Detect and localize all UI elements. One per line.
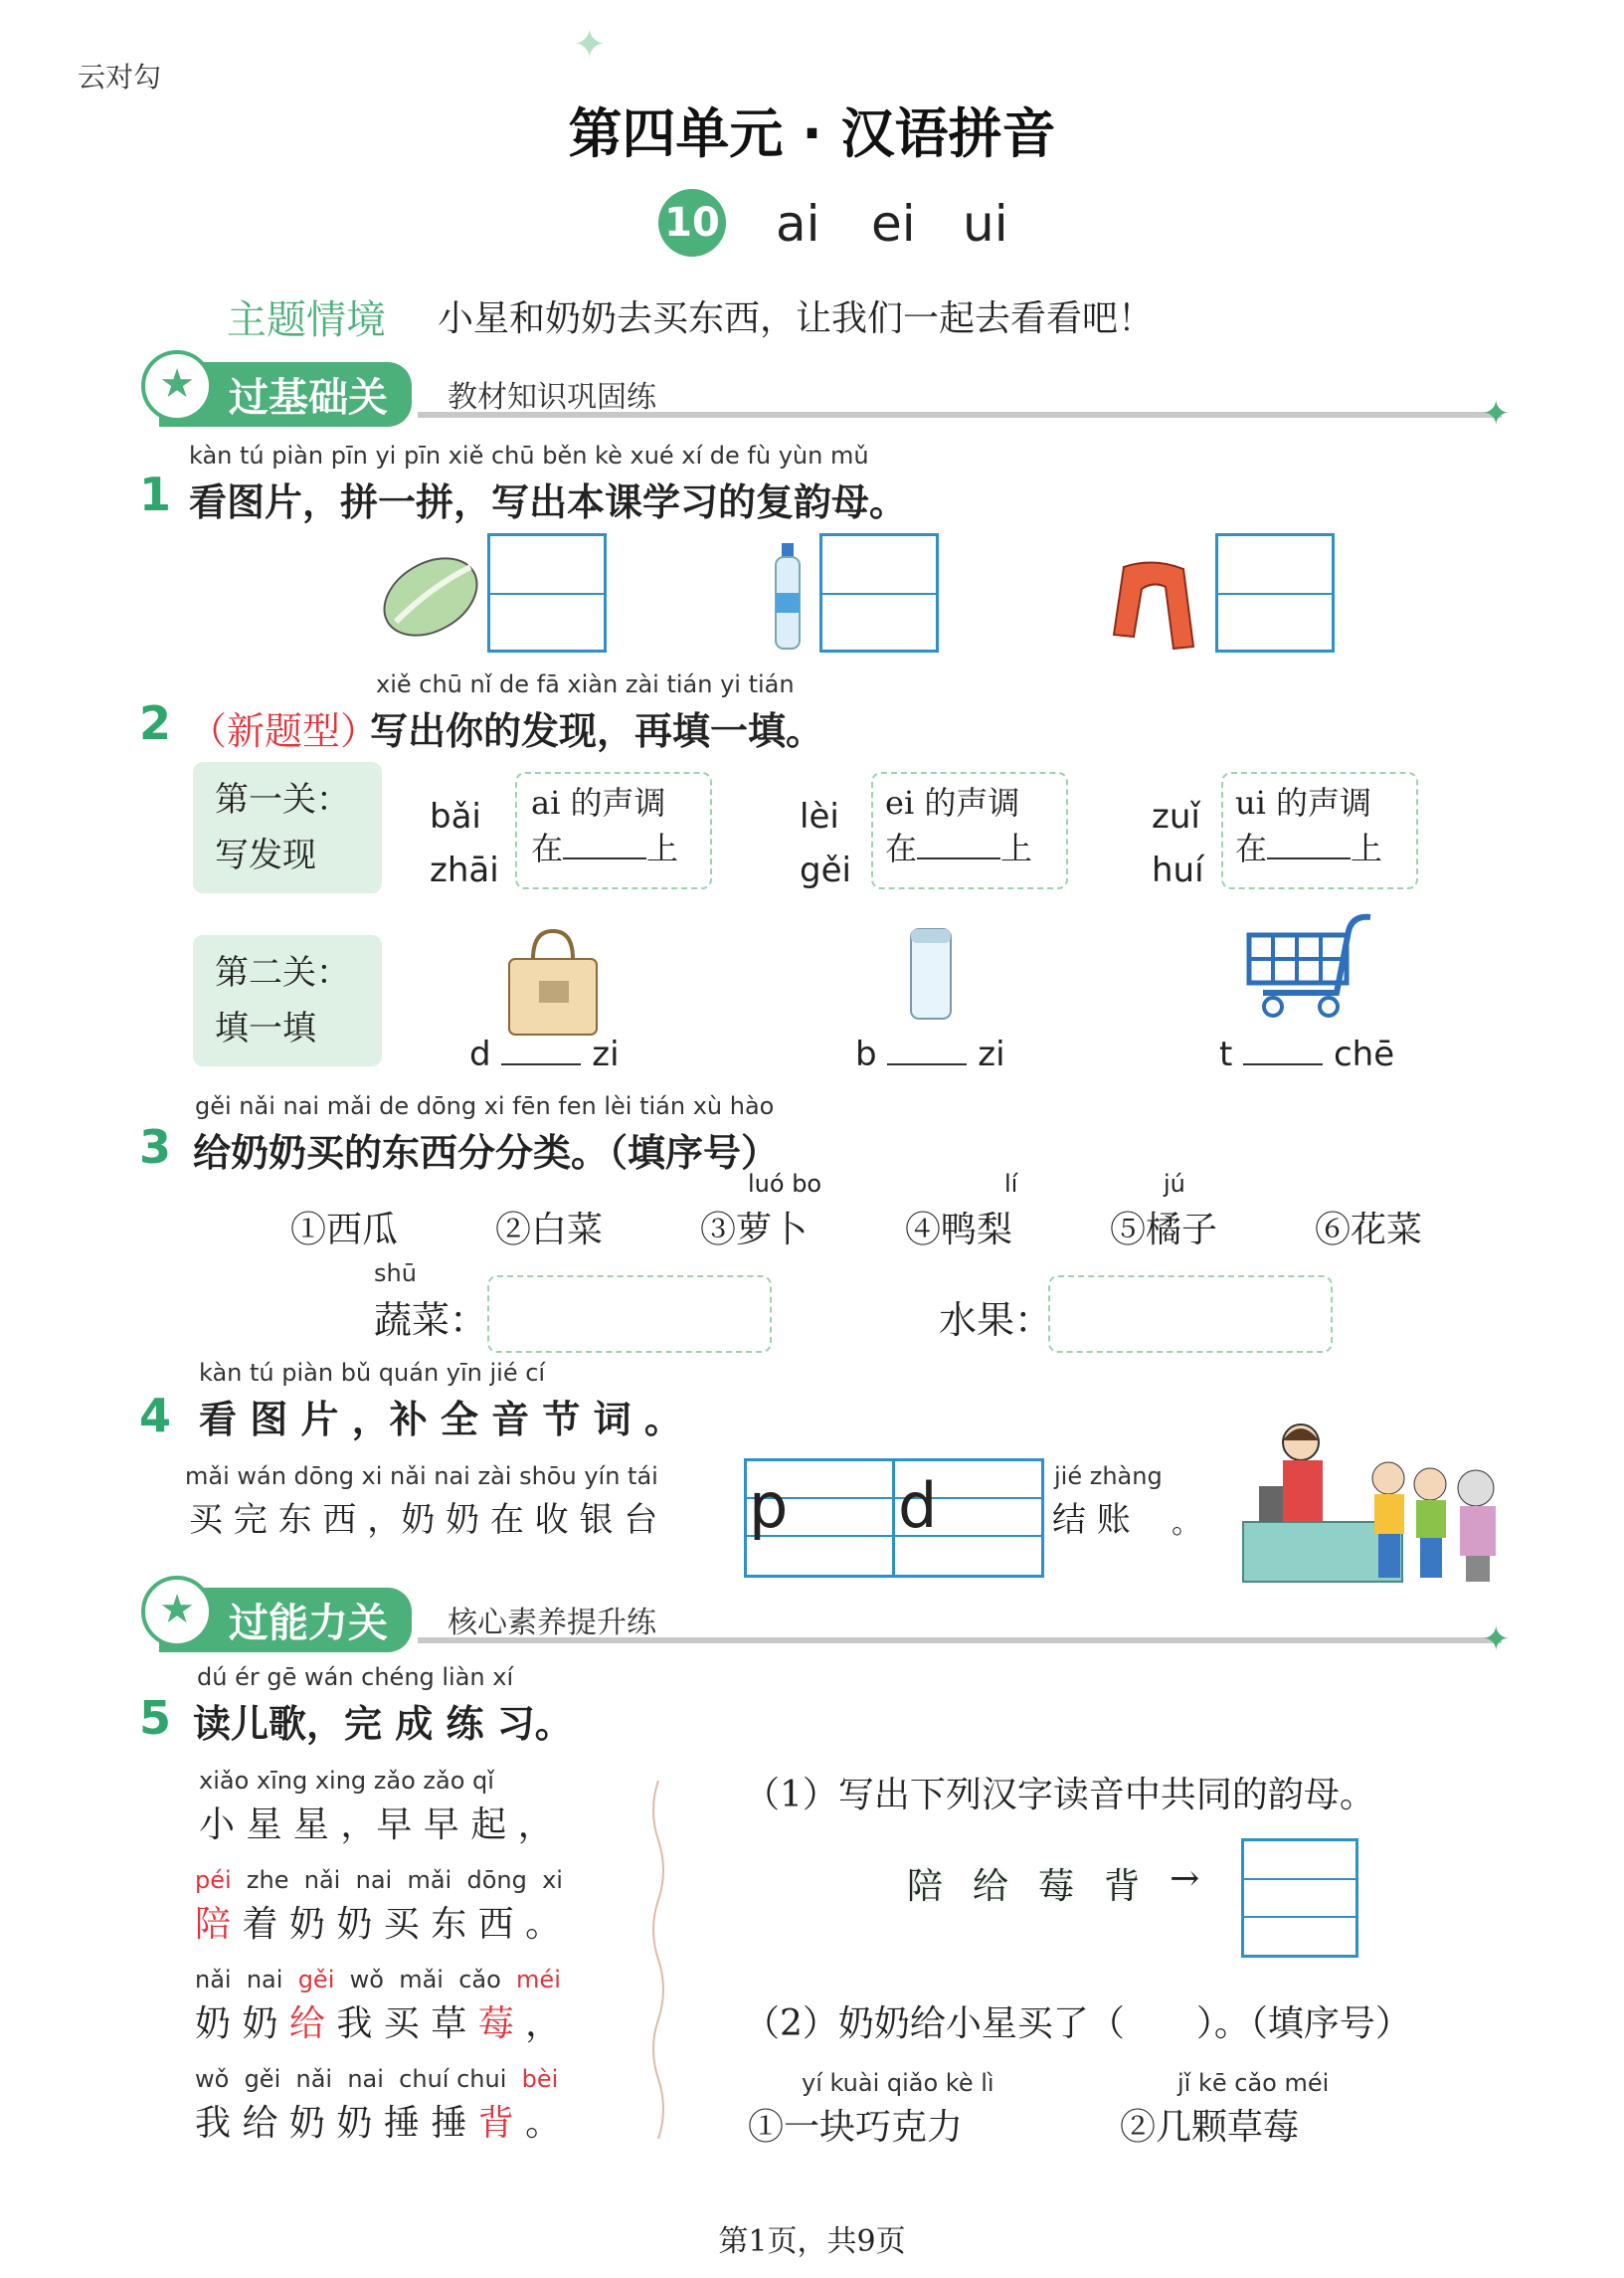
option-item: lí ④鸭梨 [905, 1170, 1018, 1250]
fill-blank[interactable] [1243, 1063, 1323, 1065]
lesson-letter-ai: ai [776, 195, 820, 253]
grid-letter-d: d [898, 1469, 938, 1542]
question-pinyin: kàn tú piàn pīn yi pīn xiě chū běn kè xué xí de fù yùn mǔ [189, 442, 869, 470]
sentence-text: 买 完 东 西 ，奶 奶 在 收 银 台 [189, 1500, 658, 1540]
question-number: 3 [139, 1120, 172, 1174]
char-group: 陪 给 莓 背 → [907, 1858, 1200, 1907]
star-decoration-icon: ✦ [573, 22, 607, 68]
sub-question-2: （2）奶奶给小星买了（ ）。（填序号） [744, 2003, 1411, 2044]
question-pinyin: kàn tú piàn bǔ quán yīn jié cí [199, 1359, 546, 1387]
sub-question-1: （1）写出下列汉字读音中共同的韵母。 [744, 1775, 1375, 1815]
level1-label: 第一关： 写发现 [193, 762, 382, 893]
fill-item-bag: d zi [469, 1035, 620, 1074]
option-item: jú ⑤橘子 [1110, 1170, 1218, 1250]
poem-pinyin: péi zhe nǎi nai mǎi dōng xi [195, 1866, 563, 1894]
arrow-icon: → [1170, 1858, 1200, 1899]
lesson-number-badge: 10 [658, 189, 726, 257]
poem-line: 我 给 奶 奶 捶 捶 背 。 [195, 2103, 562, 2144]
item-options [290, 1170, 1454, 1252]
poem-line: 奶 奶 给 我 买 草 莓 ， [195, 2003, 562, 2044]
checkout-scene-illustration [1239, 1413, 1512, 1588]
option-item: luó bo ③萝卜 [700, 1170, 822, 1250]
fruit-answer-box[interactable] [1048, 1275, 1333, 1353]
fill-blank[interactable] [501, 1063, 581, 1065]
answer-writing-box[interactable] [819, 533, 939, 653]
option-2[interactable]: ②几颗草莓 [1120, 2107, 1300, 2148]
poem-line: 陪 着 奶 奶 买 东 西 。 [195, 1904, 562, 1945]
fill-blank[interactable] [563, 857, 646, 859]
lesson-letter-ui: ui [963, 195, 1008, 253]
option-pinyin: jǐ kē cǎo méi [1177, 2069, 1330, 2097]
star-decoration-icon: ✦ [1482, 1619, 1511, 1659]
scarf-illustration [1104, 557, 1203, 657]
theme-label: 主题情境 [227, 297, 386, 343]
question-text: 给奶奶买的东西分分类。（填序号） [193, 1130, 780, 1175]
new-type-tag: （新题型） [189, 709, 379, 753]
poem-pinyin: wǒ gěi nǎi nai chuí chui bèi [195, 2065, 559, 2093]
rule-text: ei 的声调 在 上 [885, 784, 1033, 867]
sentence-pinyin: mǎi wán dōng xi nǎi nai zài shōu yín tái [185, 1462, 658, 1490]
rule-text: ui 的声调 在 上 [1235, 784, 1383, 867]
option-item: ⑥花菜 [1315, 1210, 1423, 1250]
tail-pinyin: jié zhàng [1054, 1462, 1163, 1490]
fill-blank[interactable] [1267, 857, 1351, 859]
word-pair-group-ai: bǎi zhāi [430, 797, 499, 890]
poem-pinyin: nǎi nai gěi wǒ mǎi cǎo méi [195, 1966, 561, 1993]
section-subtitle: 核心素养提升练 [448, 1606, 656, 1640]
word-pair-group-ei: lèi gěi [800, 797, 851, 890]
question-text: 读儿歌，完 成 练 习。 [193, 1701, 573, 1746]
question-text: 写出你的发现，再填一填。 [370, 708, 824, 753]
pinyin-writing-grid[interactable] [744, 1458, 1044, 1578]
question-number: 2 [139, 696, 172, 750]
section-subtitle: 教材知识巩固练 [448, 380, 656, 415]
vegetable-label: 蔬菜： [374, 1298, 488, 1342]
vegetable-pinyin: shū [374, 1259, 417, 1287]
question-number: 1 [139, 468, 172, 521]
star-mascot-icon: ★ [141, 1576, 213, 1647]
grid-letter-p: p [749, 1469, 789, 1542]
answer-writing-box[interactable] [1215, 533, 1335, 653]
answer-writing-box[interactable] [487, 533, 607, 653]
option-item: ①西瓜 [290, 1210, 399, 1250]
star-decoration-icon: ✦ [1482, 394, 1511, 434]
theme-text: 小星和奶奶去买东西，让我们一起去看看吧！ [438, 298, 1155, 339]
section-tag-ability: 过能力关 [159, 1588, 412, 1652]
level2-label: 第二关： 填一填 [193, 935, 382, 1066]
vine-divider-decoration [646, 1781, 670, 2159]
poem-line: 小 星 星 ，早 早 起 ， [199, 1804, 554, 1845]
water-bottle-illustration [768, 541, 808, 653]
question-text: 看图片，拼一拼，写出本课学习的复韵母。 [189, 479, 908, 524]
rule-text: ai 的声调 在 上 [531, 784, 679, 867]
page-title: 第四单元 · 汉语拼音 [568, 102, 1056, 165]
corner-label: 云对勾 [78, 61, 162, 94]
question-pinyin: xiě chū nǐ de fā xiàn zài tián yi tián [376, 670, 795, 698]
sentence-end: 。 [1172, 1506, 1201, 1541]
fill-blank[interactable] [917, 857, 1000, 859]
fill-item-cart: t chē [1219, 1035, 1395, 1074]
shopping-cart-illustration [1243, 911, 1372, 1021]
word-pair-group-ui: zuǐ huí [1152, 797, 1204, 890]
question-pinyin: dú ér gē wán chéng liàn xí [197, 1663, 514, 1691]
tail-text: 结 账 [1052, 1500, 1131, 1540]
page-footer: 第1页，共9页 [718, 2224, 906, 2259]
answer-writing-box[interactable] [1241, 1838, 1358, 1958]
lesson-letter-ei: ei [871, 195, 916, 253]
option-item: ②白菜 [495, 1210, 604, 1250]
question-text: 看 图 片 ，补 全 音 节 词 。 [199, 1397, 682, 1441]
section-tag-basic: 过基础关 [159, 362, 412, 427]
option-1[interactable]: ①一块巧克力 [748, 2107, 964, 2148]
question-number: 4 [139, 1389, 172, 1442]
question-pinyin: gěi nǎi nai mǎi de dōng xi fēn fen lèi tián xù hào [195, 1092, 775, 1120]
vegetable-answer-box[interactable] [487, 1275, 772, 1353]
cup-illustration [907, 925, 957, 1025]
fill-item-cup: b zi [855, 1035, 1005, 1074]
tote-bag-illustration [503, 929, 603, 1039]
option-pinyin: yí kuài qiǎo kè lì [802, 2069, 994, 2097]
fruit-label: 水果： [939, 1298, 1053, 1342]
cabbage-illustration [376, 537, 485, 647]
question-number: 5 [139, 1691, 172, 1745]
star-mascot-icon: ★ [141, 350, 213, 422]
fill-blank[interactable] [887, 1063, 967, 1065]
poem-pinyin: xiǎo xīng xing zǎo zǎo qǐ [199, 1767, 494, 1795]
